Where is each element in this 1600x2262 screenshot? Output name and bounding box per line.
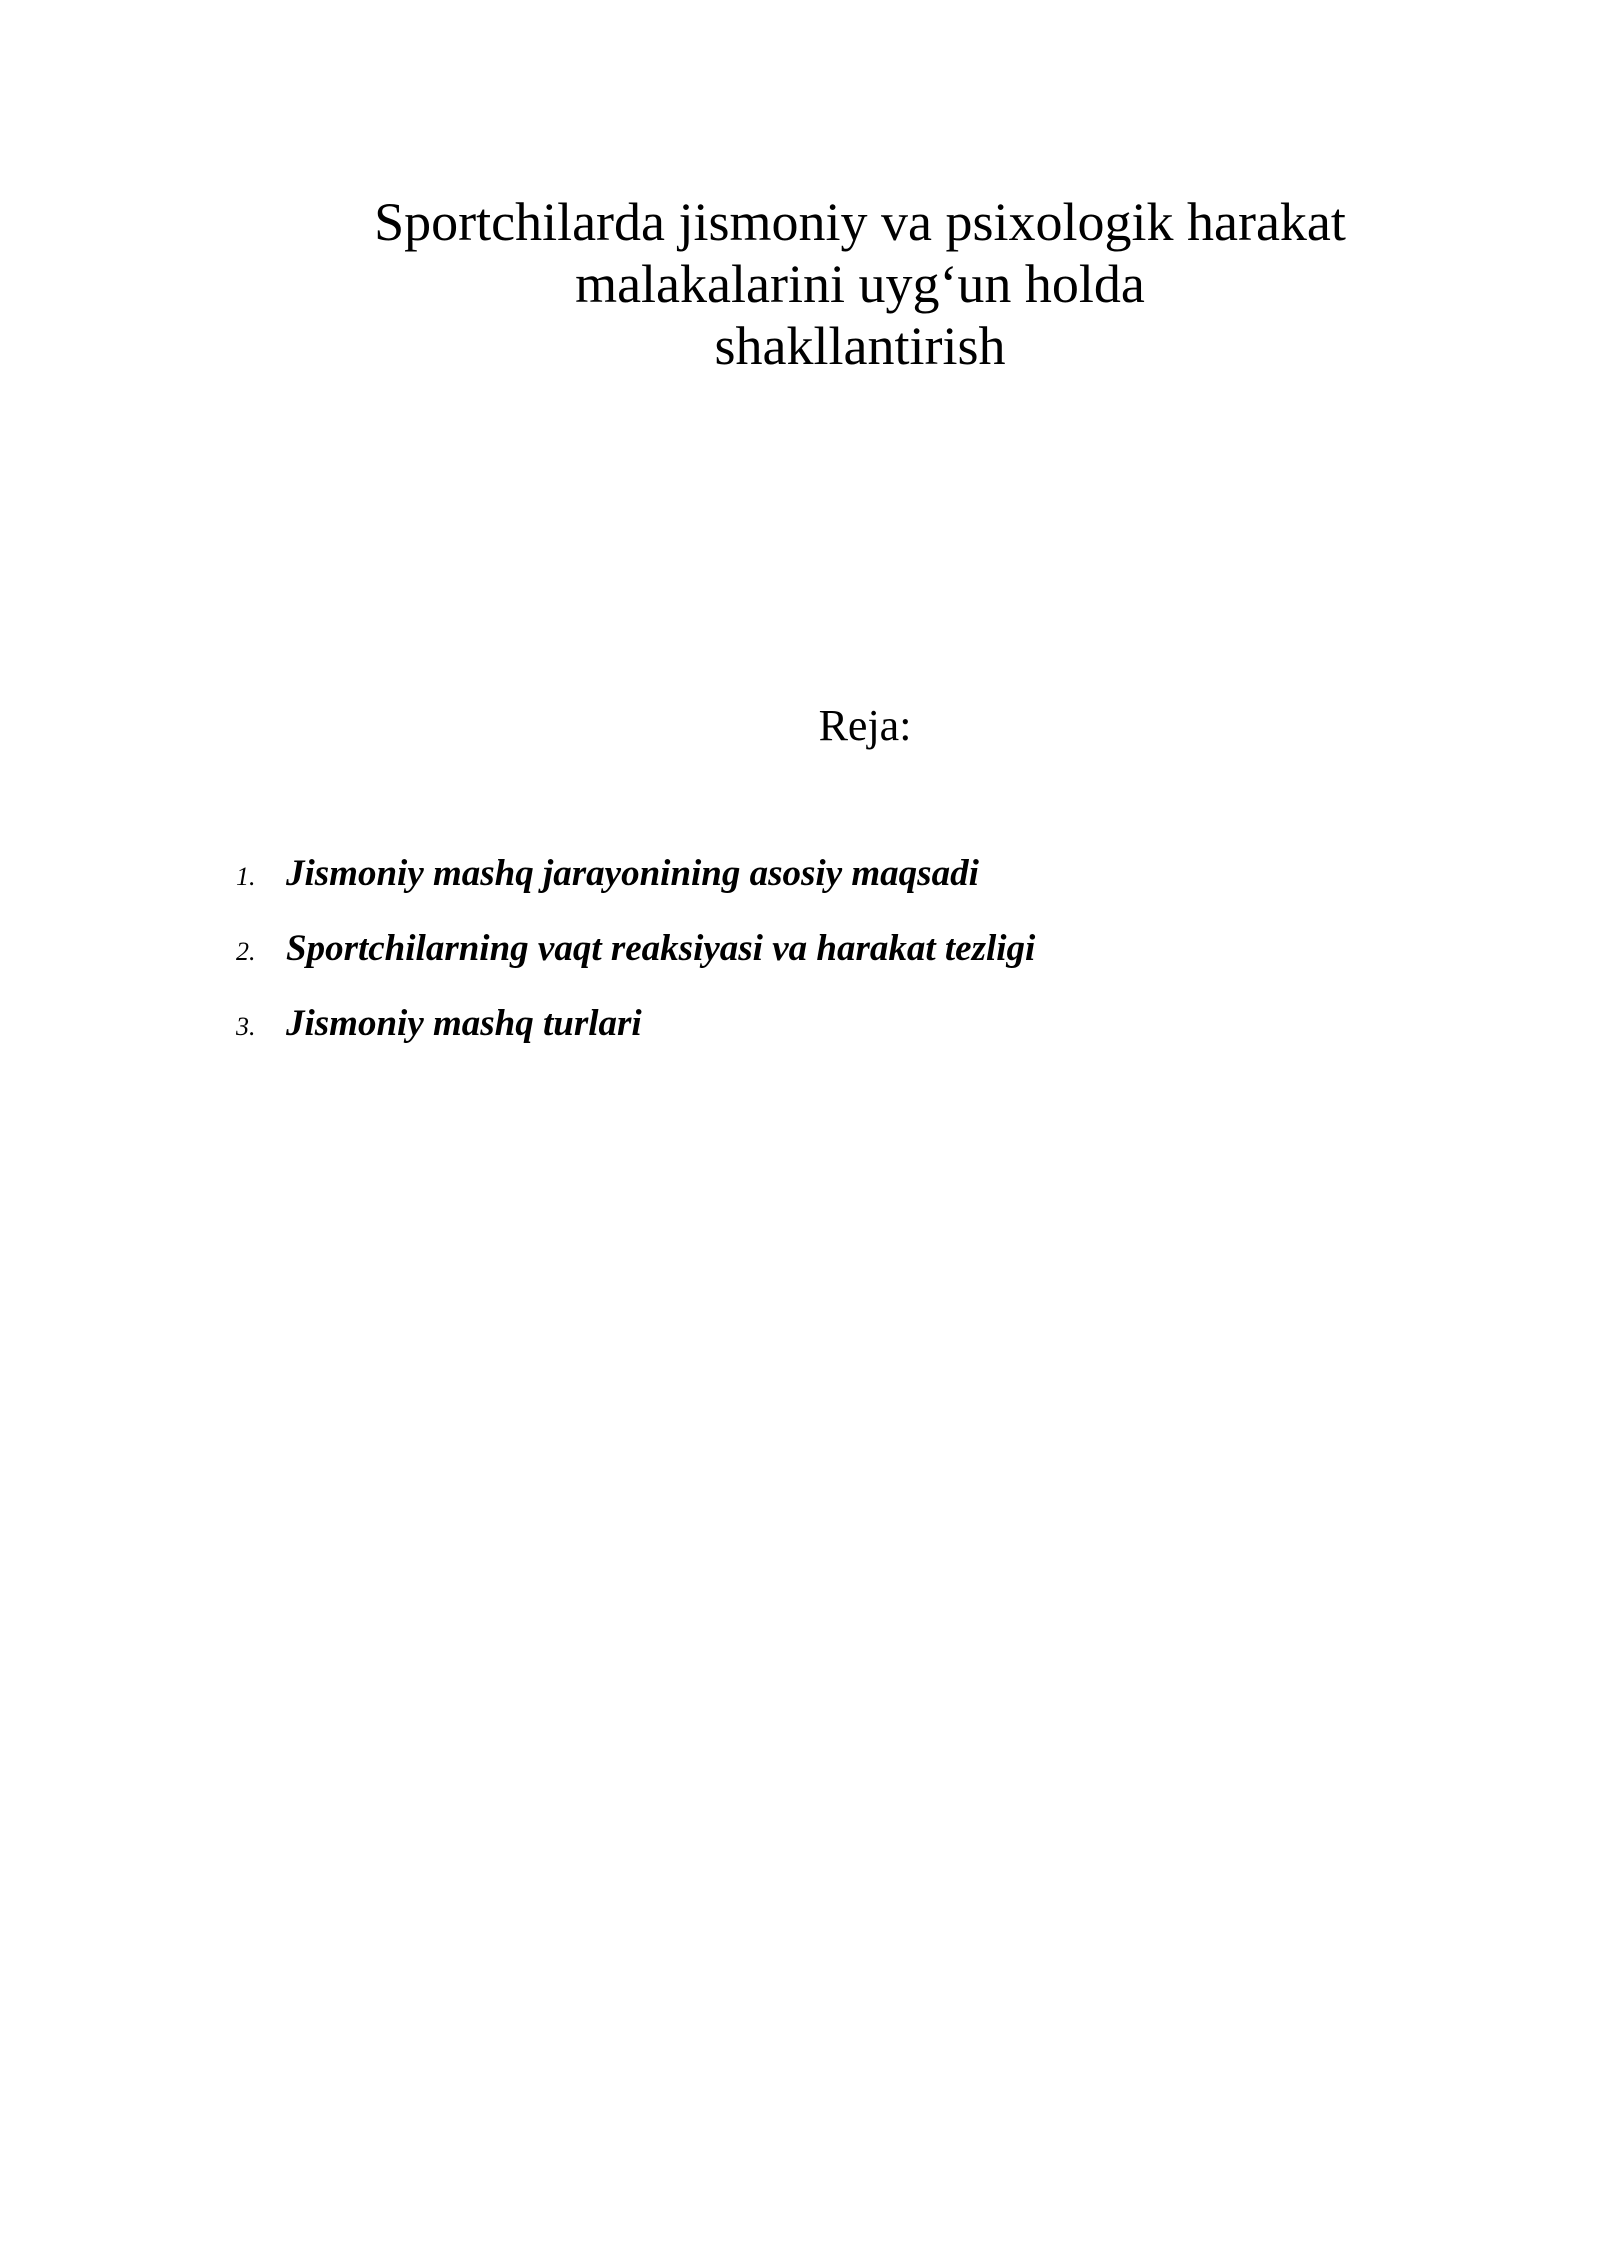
plan-item-number: 2. <box>236 937 256 966</box>
plan-list <box>236 852 1035 1077</box>
title-line-3: shakllantirish <box>714 316 1006 377</box>
plan-heading: Reja: <box>818 701 912 750</box>
title-line-1: Sportchilarda jismoniy va psixologik harakat <box>374 192 1346 253</box>
document-title <box>290 191 1430 377</box>
title-line-2: malakalarini uyg‘un holda <box>575 254 1145 315</box>
plan-item-1 <box>236 852 1035 927</box>
plan-item-text: Sportchilarning vaqt reaksiyasi va harakat tezligi <box>286 928 1036 969</box>
plan-item-text: Jismoniy mashq jarayonining asosiy maqsadi <box>286 853 979 894</box>
plan-item-2 <box>236 927 1035 1002</box>
plan-item-number: 1. <box>236 862 256 891</box>
plan-item-text: Jismoniy mashq turlari <box>286 1003 642 1044</box>
plan-item-number: 3. <box>236 1012 256 1041</box>
plan-item-3 <box>236 1002 1035 1077</box>
